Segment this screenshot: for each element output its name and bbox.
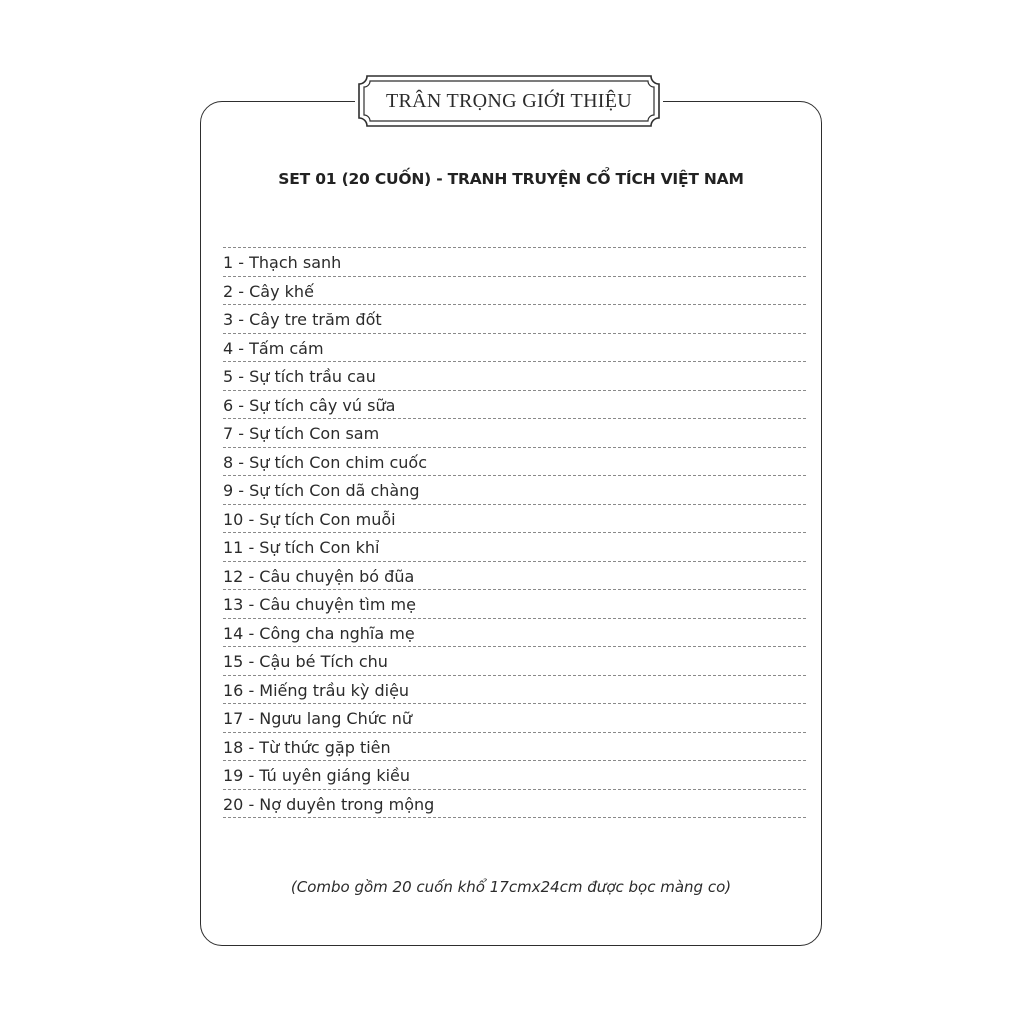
list-item: 3 - Cây tre trăm đốt (223, 305, 806, 334)
list-item: 8 - Sự tích Con chim cuốc (223, 448, 806, 477)
list-item: 13 - Câu chuyện tìm mẹ (223, 590, 806, 619)
list-item: 20 - Nợ duyên trong mộng (223, 790, 806, 819)
title-list (223, 247, 806, 818)
title-banner (355, 72, 663, 130)
set-title: SET 01 (20 CUỐN) - TRANH TRUYỆN CỔ TÍCH VIỆT NAM (278, 170, 744, 188)
list-item: 1 - Thạch sanh (223, 248, 806, 277)
list-item: 10 - Sự tích Con muỗi (223, 505, 806, 534)
list-item: 5 - Sự tích trầu cau (223, 362, 806, 391)
list-item: 6 - Sự tích cây vú sữa (223, 391, 806, 420)
list-item: 7 - Sự tích Con sam (223, 419, 806, 448)
list-item: 14 - Công cha nghĩa mẹ (223, 619, 806, 648)
book-list (223, 248, 806, 818)
list-item: 15 - Cậu bé Tích chu (223, 647, 806, 676)
list-item: 4 - Tấm cám (223, 334, 806, 363)
footnote: (Combo gồm 20 cuốn khổ 17cmx24cm được bọc màng co) (290, 878, 732, 896)
list-item: 9 - Sự tích Con dã chàng (223, 476, 806, 505)
list-item: 12 - Câu chuyện bó đũa (223, 562, 806, 591)
list-item: 2 - Cây khế (223, 277, 806, 306)
list-item: 19 - Tú uyên giáng kiều (223, 761, 806, 790)
list-item: 18 - Từ thức gặp tiên (223, 733, 806, 762)
banner-title: TRÂN TRỌNG GIỚI THIỆU (385, 90, 633, 112)
list-item: 11 - Sự tích Con khỉ (223, 533, 806, 562)
list-item: 16 - Miếng trầu kỳ diệu (223, 676, 806, 705)
list-item: 17 - Ngưu lang Chức nữ (223, 704, 806, 733)
